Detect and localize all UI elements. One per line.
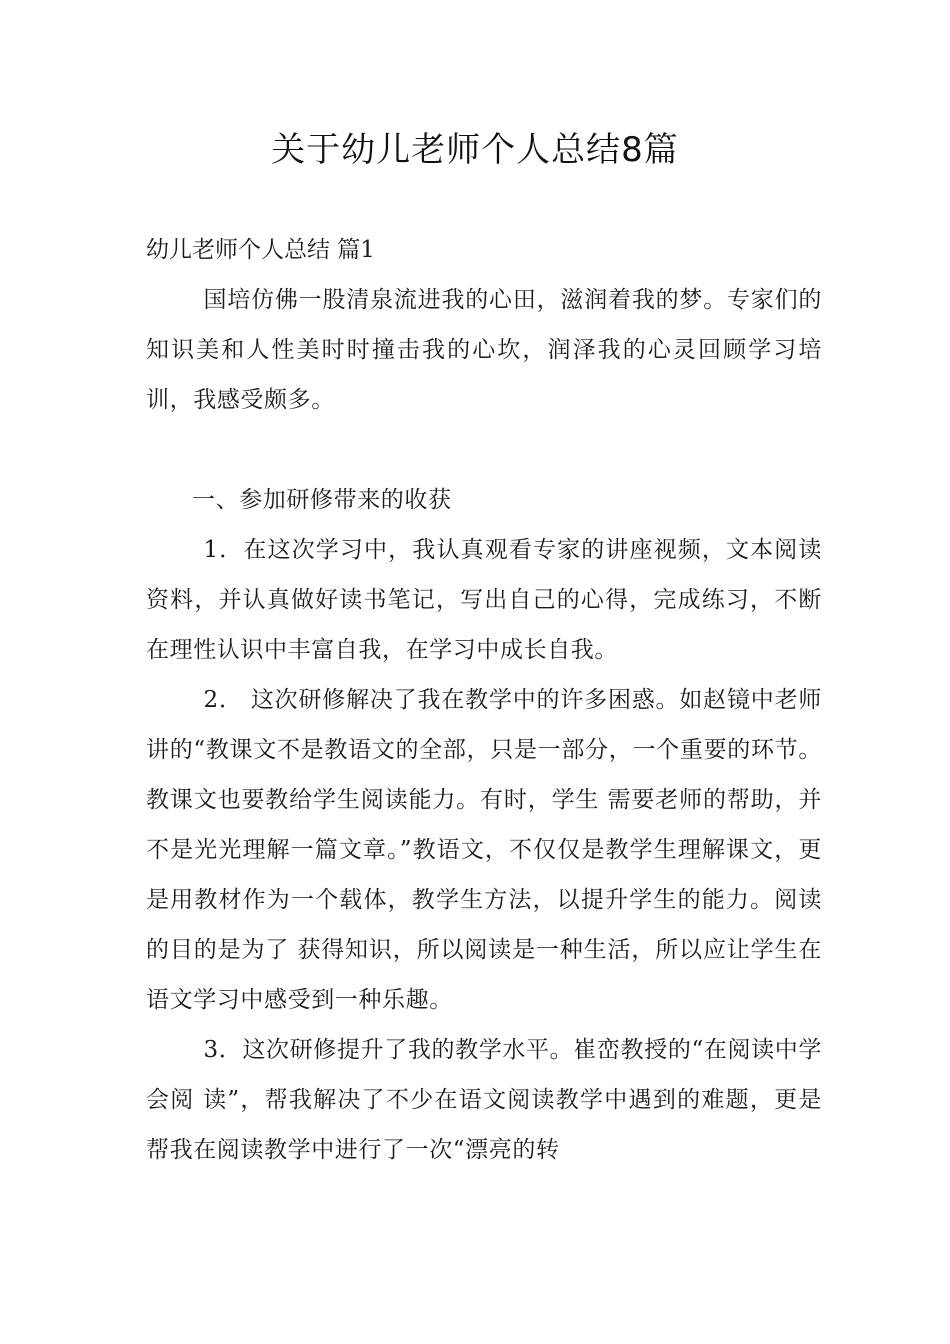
paragraph-point-1: 1．在这次学习中，我认真观看专家的讲座视频，文本阅读资料，并认真做好读书笔记，写出自己的心得，完成练习，不断在理性认识中丰富自我，在学习中成长自我。 [146, 537, 822, 663]
document-title: 关于幼儿老师个人总结8篇 [271, 130, 679, 170]
document-body [146, 226, 822, 1175]
paragraph-point-2: 2． 这次研修解决了我在教学中的许多困惑。如赵镜中老师讲的“教课文不是教语文的全部，只是一部分，一个重要的环节。教课文也要教给学生阅读能力。有时，学生 需要老师的帮助，并不是光光理解一篇文章。”教语文，不仅仅是教学生理解课文，更是用教材作为一个载体，教学生方法，以提升学生的能力。阅读的目的是为了 获得知识，所以阅读是一种生活，所以应让学生在语文学习中感受到一种乐趣。 [146, 687, 822, 1013]
paragraph-spacer [146, 425, 822, 475]
paragraph-point-3: 3．这次研修提升了我的教学水平。崔峦教授的“在阅读中学会阅 读”，帮我解决了不少在语文阅读教学中遇到的难题，更是帮我在阅读教学中进行了一次“漂亮的转 [146, 1037, 822, 1163]
paragraph-intro: 国培仿佛一股清泉流进我的心田，滋润着我的梦。专家们的知识美和人性美时时撞击我的心坎，润泽我的心灵回顾学习培训，我感受颇多。 [146, 287, 822, 413]
section-heading: 幼儿老师个人总结 篇1 [146, 237, 375, 263]
subheading-gains: 一、参加研修带来的收获 [192, 487, 452, 513]
